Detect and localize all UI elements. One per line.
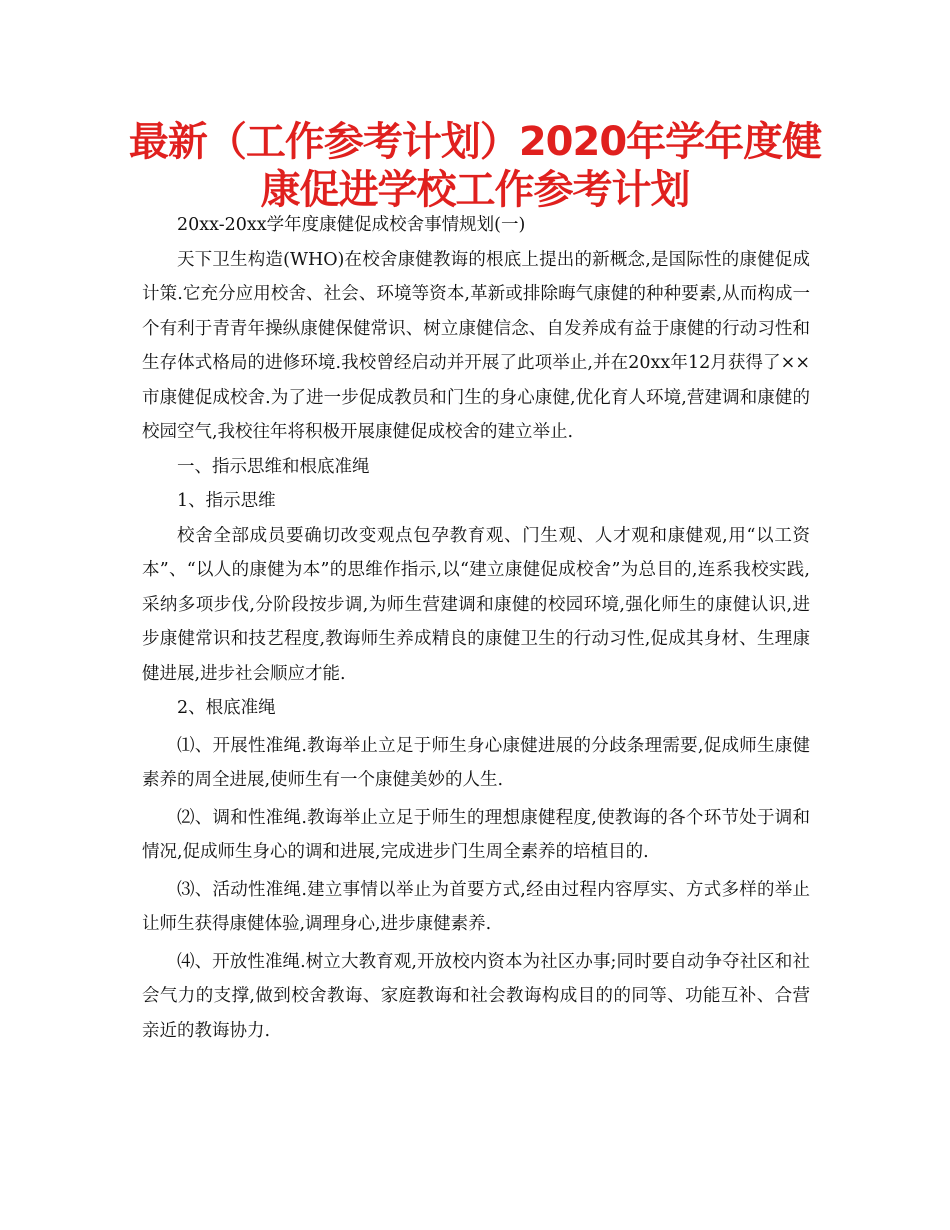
paragraph-subtitle: 20xx-20xx学年度康健促成校舍事情规划(一) <box>177 215 526 235</box>
subsection-heading-guiding-thought: 1、指示思维 <box>177 491 276 511</box>
document-title: 最新（工作参考计划）2020年学年度健康促进学校工作参考计划 <box>128 119 822 213</box>
paragraph-guiding-thought: 校舍全部成员要确切改变观点包孕教育观、门生观、人才观和康健观,用“以工资本”、“以人的康健为本”的思维作指示,以“建立康健促成校舍”为总目的,连系我校实践,采纳多项步伐,分阶段按步调,为师生营建调和康健的校园环境,强化师生的康健认识,进步康健常识和技艺程度,教诲师生养成精良的康健卫生的行动习性,促成其身材、生理康健进展,进步社会顺应才能. <box>142 525 810 684</box>
principle-item-2: ⑵、调和性准绳.教诲举止立足于师生的理想康健程度,使教诲的各个环节处于调和情况,促成师生身心的调和进展,完成进步门生周全素养的培植目的. <box>142 807 810 862</box>
subsection-heading-basic-principles: 2、根底准绳 <box>177 698 276 718</box>
paragraph-intro: 天下卫生构造(WHO)在校舍康健教诲的根底上提出的新概念,是国际性的康健促成计策.它充分应用校舍、社会、环境等资本,革新或排除晦气康健的种种要素,从而构成一个有利于青青年操纵康健保健常识、树立康健信念、自发养成有益于康健的行动习性和生存体式格局的进修环境.我校曾经启动并开展了此项举止,并在20xx年12月获得了××市康健促成校舍.为了进一步促成教员和门生的身心康健,优化育人环境,营建调和康健的校园空气,我校往年将积极开展康健促成校舍的建立举止. <box>142 249 810 442</box>
document-body <box>142 208 810 1048</box>
section-heading-1: 一、指示思维和根底准绳 <box>177 456 370 477</box>
principle-item-4: ⑷、开放性准绳.树立大教育观,开放校内资本为社区办事;同时要自动争夺社区和社会气力的支撑,做到校舍教诲、家庭教诲和社会教诲构成目的的同等、功能互补、合营亲近的教诲协力. <box>142 951 810 1041</box>
principle-item-3: ⑶、活动性准绳.建立事情以举止为首要方式,经由过程内容厚实、方式多样的举止让师生获得康健体验,调理身心,进步康健素养. <box>142 879 810 934</box>
principle-item-1: ⑴、开展性准绳.教诲举止立足于师生身心康健进展的分歧条理需要,促成师生康健素养的周全进展,使师生有一个康健美妙的人生. <box>142 735 810 790</box>
